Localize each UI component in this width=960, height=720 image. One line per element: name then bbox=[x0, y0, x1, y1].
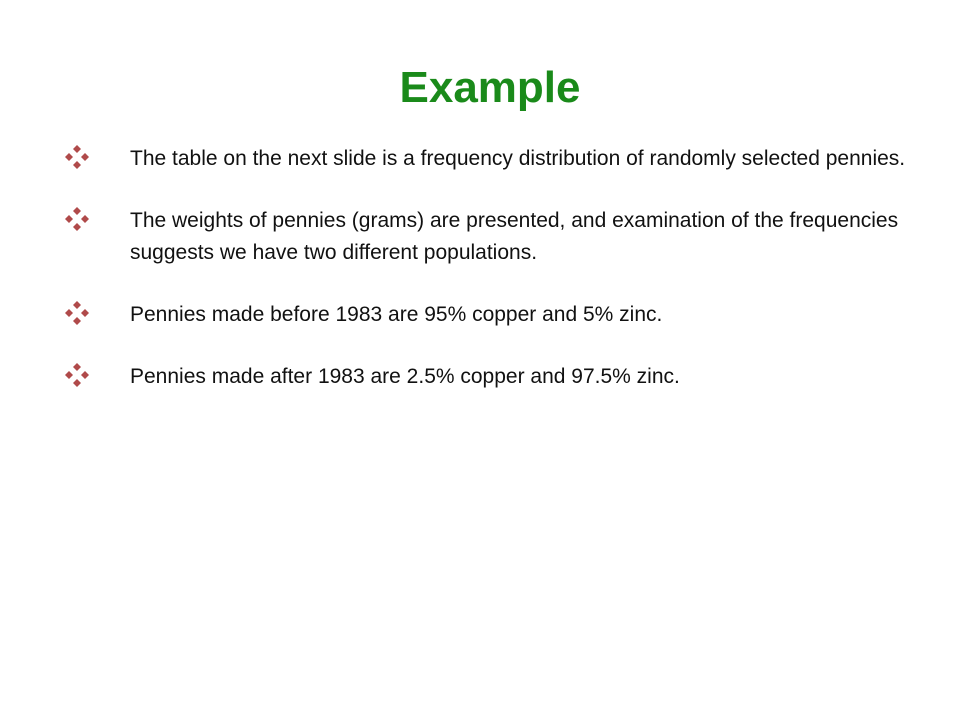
bullet-item bbox=[62, 143, 912, 175]
bullet-list bbox=[62, 143, 912, 423]
bullet-item bbox=[62, 361, 912, 393]
four-diamond-bullet-icon bbox=[64, 206, 90, 232]
four-diamond-bullet-icon bbox=[64, 300, 90, 326]
bullet-text: Pennies made before 1983 are 95% copper and 5% zinc. bbox=[130, 303, 663, 326]
four-diamond-bullet-icon bbox=[64, 362, 90, 388]
bullet-text: The table on the next slide is a frequency distribution of randomly selected pennies. bbox=[130, 147, 906, 170]
bullet-item bbox=[62, 205, 912, 269]
four-diamond-bullet-icon bbox=[64, 144, 90, 170]
slide-title: Example bbox=[399, 63, 581, 112]
bullet-text: The weights of pennies (grams) are presented, and examination of the frequencies suggests we have two different populations. bbox=[130, 209, 899, 264]
bullet-item bbox=[62, 299, 912, 331]
bullet-text: Pennies made after 1983 are 2.5% copper and 97.5% zinc. bbox=[130, 365, 680, 388]
